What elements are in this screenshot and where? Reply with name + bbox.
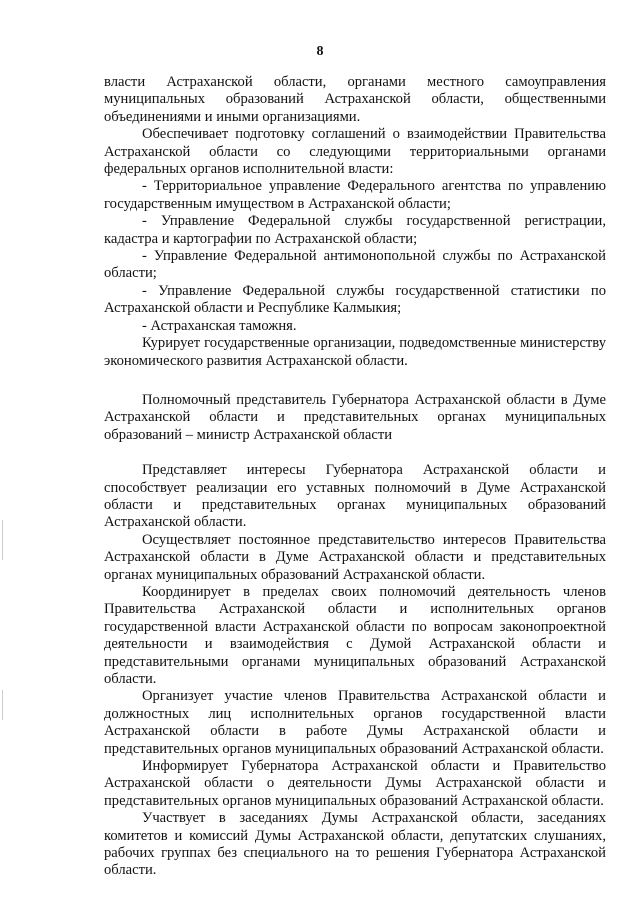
scan-edge-mark [2,690,3,720]
list-item: - Управление Федеральной службы государственной статистики по Астраханской области и Республике Калмыкия; [104,282,606,317]
paragraph-participates: Участвует в заседаниях Думы Астраханской области, заседаниях комитетов и комиссий Думы Астраханской области, депутатских слушаниях, рабочих группах без специального на то решения Губернатора Астраханской области. [104,810,606,879]
list-item: - Управление Федеральной службы государственной регистрации, кадастра и картографии по Астраханской области; [104,213,606,247]
list-item: - Территориальное управление Федерального агентства по управлению государственным имуществом в Астраханской области; [104,178,606,212]
paragraph-representation: Осуществляет постоянное представительство интересов Правительства Астраханской области в Думе Астраханской области и представительных органах муниципальных образований Астраханской области. [104,531,606,583]
list-item: - Астраханская таможня. [142,317,297,334]
section-heading: Полномочный представитель Губернатора Астраханской области в Думе Астраханской области и представительных органах муниципальных образований – министр Астраханской области [104,391,606,443]
paragraph-coordinates: Координирует в пределах своих полномочий деятельность членов Правительства Астраханской области и исполнительных органов государственной власти Астраханской области по вопросам законопроектной деятельности и взаимодействия с Думой Астраханской области и представительными органами муниципальных образований Астраханской области. [104,583,606,687]
paragraph-continuation: власти Астраханской области, органами местного самоуправления муниципальных образований Астраханской области, общественными объединениями и иными организациями. [104,74,606,125]
scan-edge-mark [2,520,3,560]
document-body [104,74,606,880]
paragraph-supervision: Курирует государственные организации, подведомственные министерству экономического развития Астраханской области. [104,335,606,369]
page-number: 8 [316,44,324,59]
section-gap [104,370,606,392]
section-gap [104,444,606,462]
paragraph-informs: Информирует Губернатора Астраханской области и Правительство Астраханской области о деятельности Думы Астраханской области и представительных органов муниципальных образований Астраханской области. [104,758,606,809]
paragraph-organizes: Организует участие членов Правительства Астраханской области и должностных лиц исполнительных органов государственной власти Астраханской области в работе Думы Астраханской области и представительных органов муниципальных образований Астраханской области. [104,688,606,757]
paragraph-agreements: Обеспечивает подготовку соглашений о взаимодействии Правительства Астраханской области со следующими территориальными органами федеральных органов исполнительной власти: [104,126,606,178]
paragraph-represents: Представляет интересы Губернатора Астраханской области и способствует реализации его уставных полномочий в Думе Астраханской области и представительных органах муниципальных образований Астраханской области. [104,462,606,531]
list-item: - Управление Федеральной антимонопольной службы по Астраханской области; [104,248,606,282]
